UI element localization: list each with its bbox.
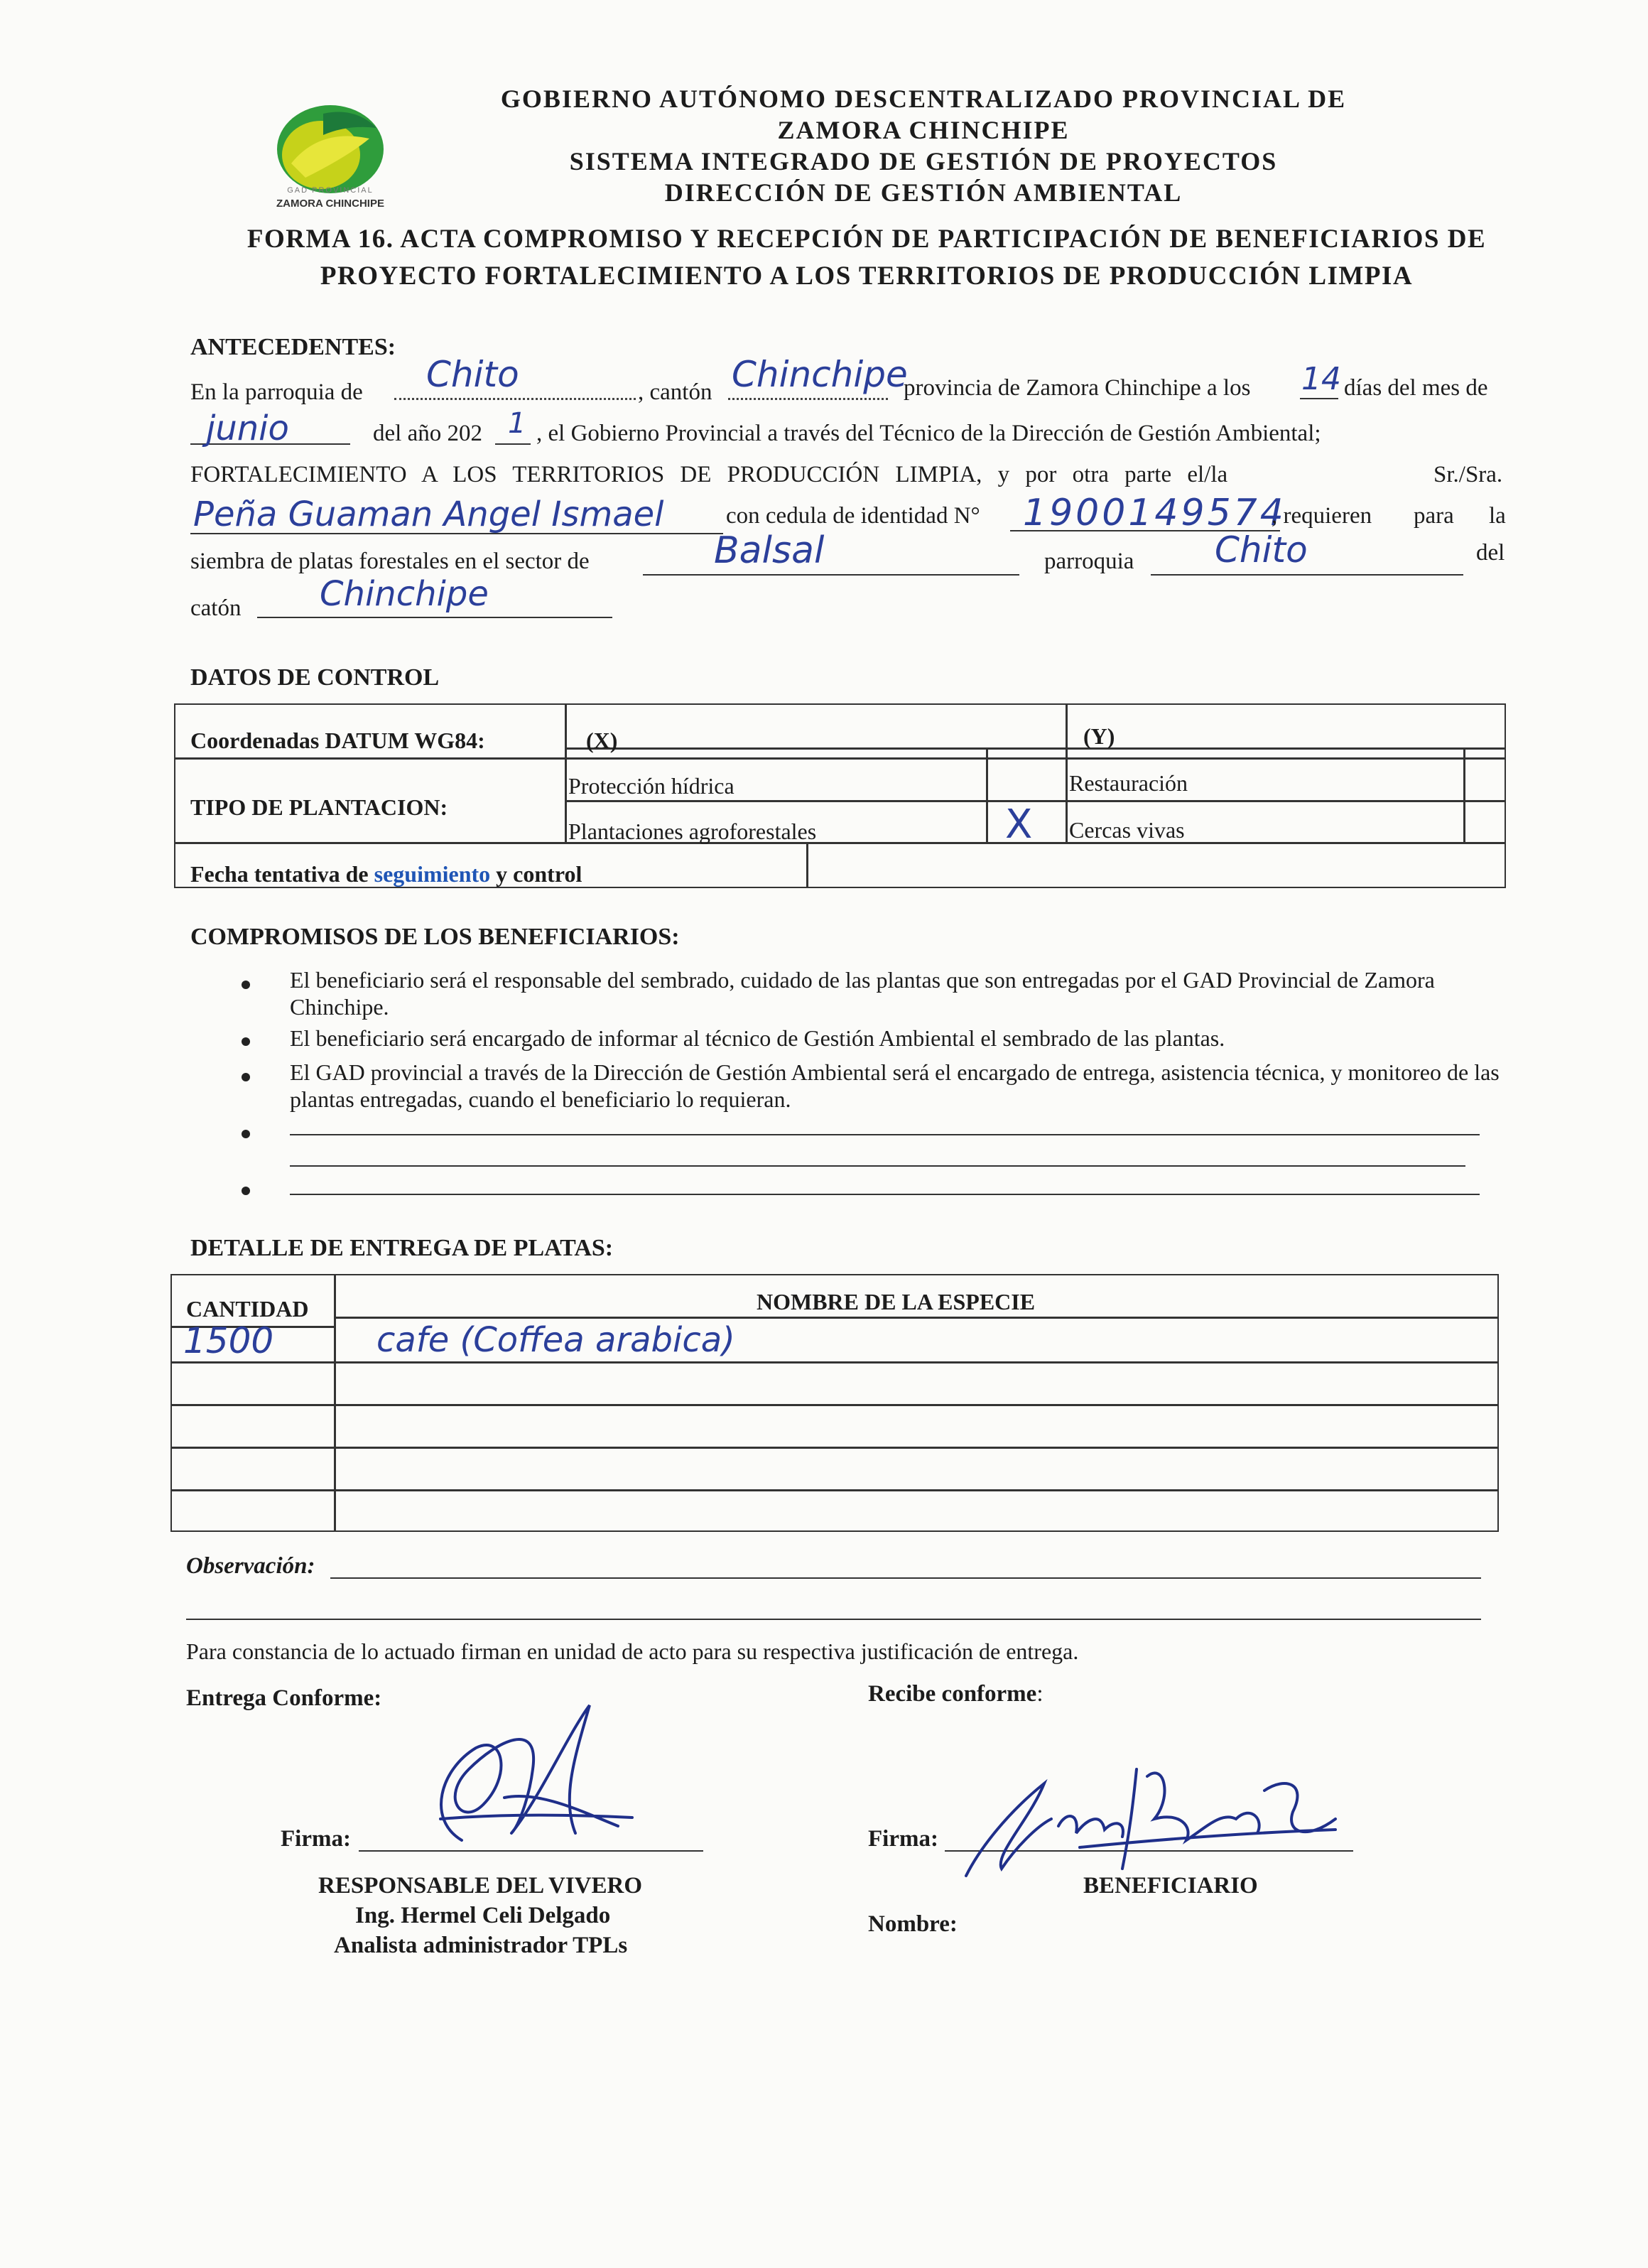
compromisos-heading: COMPROMISOS DE LOS BENEFICIARIOS: bbox=[190, 924, 680, 950]
cercas-vivas-option: Cercas vivas bbox=[1069, 817, 1185, 843]
proteccion-hidrica-option: Protección hídrica bbox=[568, 773, 734, 799]
compromiso-blank-2[interactable] bbox=[290, 1165, 1465, 1167]
tipo-plantacion-label: TIPO DE PLANTACION: bbox=[190, 794, 448, 820]
agroforestales-checkmark[interactable]: X bbox=[1005, 801, 1033, 848]
firma-label-left: Firma: bbox=[281, 1826, 351, 1852]
text-siembra: siembra de platas forestales en el sector de bbox=[190, 549, 590, 574]
restauracion-option: Restauración bbox=[1069, 770, 1188, 796]
text-cedula: con cedula de identidad N° bbox=[726, 503, 980, 529]
hw-anio: 1 bbox=[508, 407, 526, 440]
text-parroquia-2: parroquia bbox=[1044, 549, 1134, 574]
entrega-conforme-label: Entrega Conforme: bbox=[186, 1685, 382, 1711]
antecedentes-heading: ANTECEDENTES: bbox=[190, 334, 396, 360]
fecha-tentativa-label: Fecha tentativa de seguimiento y control bbox=[190, 861, 582, 887]
row-1-cantidad: 1500 bbox=[183, 1320, 274, 1361]
canton-field[interactable] bbox=[728, 398, 888, 400]
compromiso-item-3: El GAD provincial a través de la Dirección de Gestión Ambiental será el encargado de entrega, asistencia técnica, y monitoreo de las plantas entregadas, cuando el beneficiario lo requieran. bbox=[290, 1059, 1500, 1112]
responsable-role: Analista administrador TPLs bbox=[334, 1933, 628, 1958]
parroquia2-field[interactable] bbox=[1151, 574, 1463, 576]
text-gobierno: , el Gobierno Provincial a través del Técnico de la Dirección de Gestión Ambiental; bbox=[536, 421, 1321, 446]
logo-caption-small: GAD PROVINCIAL bbox=[287, 186, 374, 195]
row-1-especie: cafe (Coffea arabica) bbox=[376, 1320, 735, 1360]
signature-responsable-icon bbox=[398, 1691, 654, 1862]
plantaciones-agroforestales-option: Plantaciones agroforestales bbox=[568, 819, 817, 844]
dias-field[interactable] bbox=[1300, 398, 1338, 399]
detalle-heading: DETALLE DE ENTREGA DE PLATAS: bbox=[190, 1235, 614, 1261]
bullet-5 bbox=[242, 1187, 250, 1195]
compromiso-item-2: El beneficiario será encargado de informar al técnico de Gestión Ambiental el sembrado de las plantas. bbox=[290, 1025, 1225, 1051]
hw-parroquia-2: Chito bbox=[1215, 529, 1308, 571]
firma-label-right: Firma: bbox=[868, 1826, 938, 1852]
bullet-3 bbox=[242, 1073, 250, 1081]
x-coordinate-label: (X) bbox=[586, 728, 618, 753]
y-coordinate-label: (Y) bbox=[1083, 723, 1115, 749]
hw-sector: Balsal bbox=[714, 529, 825, 572]
responsable-name: Ing. Hermel Celi Delgado bbox=[355, 1903, 611, 1928]
bullet-1 bbox=[242, 981, 250, 989]
hw-canton: Chinchipe bbox=[732, 354, 908, 395]
bullet-2 bbox=[242, 1037, 250, 1046]
text-fortalecimiento: FORTALECIMIENTO A LOS TERRITORIOS DE PRODUCCIÓN LIMPIA, y por otra parte el/la bbox=[190, 462, 1228, 487]
anio-field[interactable] bbox=[495, 443, 531, 445]
form-title-line-1: FORMA 16. ACTA COMPROMISO Y RECEPCIÓN DE PARTICIPACIÓN DE BENEFICIARIOS DE bbox=[246, 225, 1487, 254]
text-provincia: provincia de Zamora Chinchipe a los bbox=[904, 375, 1251, 401]
text-dias: días del mes de bbox=[1344, 375, 1488, 401]
text-anio: del año 202 bbox=[373, 421, 482, 446]
text-caton: catón bbox=[190, 595, 242, 621]
compromiso-blank-3[interactable] bbox=[290, 1194, 1480, 1195]
text-requieren: , requieren bbox=[1272, 503, 1372, 529]
especie-header: NOMBRE DE LA ESPECIE bbox=[757, 1289, 1036, 1314]
hw-parroquia: Chito bbox=[426, 354, 519, 395]
hw-mes: junio bbox=[206, 409, 289, 448]
form-title-line-2: PROYECTO FORTALECIMIENTO A LOS TERRITORIOS DE PRODUCCIÓN LIMPIA bbox=[320, 261, 1414, 291]
header-line-2: ZAMORA CHINCHIPE bbox=[777, 116, 1070, 144]
text-para: para bbox=[1414, 503, 1454, 529]
hw-dias: 14 bbox=[1301, 361, 1341, 397]
text-canton: , cantón bbox=[638, 379, 712, 405]
hw-caton: Chinchipe bbox=[320, 574, 489, 614]
text-del: del bbox=[1476, 540, 1505, 566]
compromiso-item-1: El beneficiario será el responsable del sembrado, cuidado de las plantas que son entregadas por el GAD Provincial de Zamora Chinchipe. bbox=[290, 967, 1435, 1020]
hw-nombre: Peña Guaman Angel Ismael bbox=[193, 495, 664, 534]
bullet-4 bbox=[242, 1130, 250, 1138]
beneficiario-title: BENEFICIARIO bbox=[1083, 1873, 1258, 1899]
header-line-1: GOBIERNO AUTÓNOMO DESCENTRALIZADO PROVINCIAL DE bbox=[500, 85, 1347, 113]
observacion-field-1[interactable] bbox=[330, 1577, 1481, 1579]
observacion-label: Observación: bbox=[186, 1553, 315, 1579]
text-parroquia: En la parroquia de bbox=[190, 379, 363, 405]
header-line-4: DIRECCIÓN DE GESTIÓN AMBIENTAL bbox=[664, 178, 1183, 207]
responsable-title: RESPONSABLE DEL VIVERO bbox=[318, 1873, 643, 1899]
signature-beneficiario-icon bbox=[952, 1741, 1350, 1883]
header-line-3: SISTEMA INTEGRADO DE GESTIÓN DE PROYECTOS bbox=[569, 147, 1278, 176]
cantidad-header: CANTIDAD bbox=[186, 1296, 309, 1322]
observacion-field-2[interactable] bbox=[186, 1619, 1481, 1620]
coordenadas-label: Coordenadas DATUM WG84: bbox=[190, 728, 485, 753]
text-sr-sra: Sr./Sra. bbox=[1433, 462, 1503, 487]
recibe-conforme-label: Recibe conforme: bbox=[868, 1681, 1043, 1707]
compromiso-blank-1[interactable] bbox=[290, 1134, 1480, 1135]
caton-field[interactable] bbox=[257, 617, 612, 618]
sector-field[interactable] bbox=[643, 574, 1019, 576]
text-la: la bbox=[1489, 503, 1506, 529]
logo-caption: ZAMORA CHINCHIPE bbox=[276, 198, 384, 210]
gad-logo bbox=[242, 99, 419, 220]
nombre-label: Nombre: bbox=[868, 1911, 958, 1937]
parroquia-field[interactable] bbox=[394, 398, 636, 400]
datos-control-heading: DATOS DE CONTROL bbox=[190, 664, 440, 691]
hw-cedula: 1900149574 bbox=[1023, 492, 1286, 534]
constancia-text: Para constancia de lo actuado firman en unidad de acto para su respectiva justificación de entrega. bbox=[186, 1638, 1079, 1664]
